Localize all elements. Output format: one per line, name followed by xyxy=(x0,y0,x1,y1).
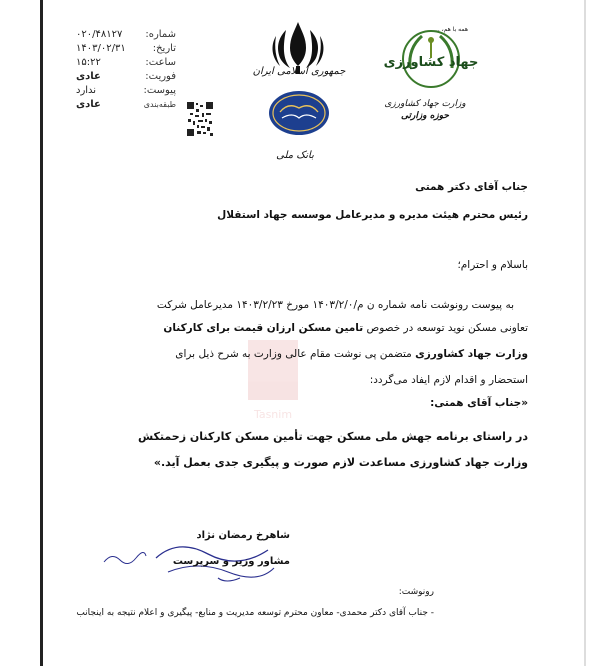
cc-line: - جناب آقای دکتر محمدی- معاون محترم توسعه مدیریت و منابع- پیگیری و اعلام نتیجه به اینجانب xyxy=(76,608,434,618)
blue-seal-icon xyxy=(268,90,330,136)
page-edge-line-right xyxy=(584,0,586,666)
greeting: باسلام و احترام؛ xyxy=(457,259,528,271)
meta-urgency xyxy=(76,70,176,84)
meta-attachment xyxy=(76,84,176,98)
meta-label: پیوست: xyxy=(143,85,176,96)
meta-value: ۱۴۰۳/۰۲/۳۱ xyxy=(76,43,126,54)
page-edge-line xyxy=(40,0,43,666)
meta-value: ندارد xyxy=(76,85,97,96)
emblem-caption: جمهوری اسلامی ایران xyxy=(252,66,346,77)
paragraph-text: تعاونی مسکن نوید توسعه در خصوص xyxy=(363,322,528,334)
signatory-title: مشاور وزیر و سرپرست xyxy=(172,556,290,567)
paragraph-line-2 xyxy=(110,322,528,334)
meta-number xyxy=(76,28,176,42)
paragraph-line-3 xyxy=(110,348,528,360)
ministry-name xyxy=(380,98,470,122)
logo-wordmark: جهاد کشاورزی xyxy=(383,55,479,70)
paragraph-emphasis: تامین مسکن ارزان قیمت برای کارکنان xyxy=(163,322,364,334)
watermark-text: Tasnim xyxy=(253,408,293,421)
meta-label: فوریت: xyxy=(145,71,176,82)
ministry-line-1: وزارت جهاد کشاورزی xyxy=(384,99,466,109)
logo-top-caption: همه با هم، ... xyxy=(434,26,468,33)
qr-code-icon xyxy=(186,101,214,137)
meta-value: عادی xyxy=(76,71,101,82)
ministry-logo-icon xyxy=(383,28,479,90)
meta-value: ۱۵:۲۲ xyxy=(76,57,101,68)
recipient-name: جناب آقای دکتر همتی xyxy=(415,181,528,193)
meta-date xyxy=(76,42,176,56)
paragraph-line-4: استحضار و اقدام لازم ایفاد می‌گردد: xyxy=(369,374,528,386)
paragraph-text: متضمن پی نوشت مقام عالی وزارت به شرح ذیل برای xyxy=(175,348,416,360)
quote-line-3: وزارت جهاد کشاورزی مساعدت لازم صورت و پیگیری جدی بعمل آید.» xyxy=(153,456,528,469)
meta-classification xyxy=(76,98,176,112)
paragraph-emphasis: وزارت جهاد کشاورزی xyxy=(415,348,528,360)
meta-time xyxy=(76,56,176,70)
signatory-name: شاهرخ رمضان نژاد xyxy=(196,530,290,541)
meta-label: شماره: xyxy=(145,29,176,40)
letter-metadata xyxy=(76,28,176,112)
paragraph-line-1: به پیوست رونوشت نامه شماره ن م/۱۴۰۳/۲/۰ مورخ ۱۴۰۳/۲/۲۳ مدیرعامل شرکت xyxy=(156,299,514,311)
quote-line-1: «جناب آقای همتی: xyxy=(430,397,528,409)
meta-label: ساعت: xyxy=(145,57,176,68)
meta-label: تاریخ: xyxy=(152,43,176,54)
seal-caption: بانک ملی xyxy=(276,150,314,161)
quote-line-2: در راستای برنامه جهش ملی مسکن جهت تأمین مسکن کارکنان زحمتکش xyxy=(137,430,528,443)
meta-label: طبقه‌بندی xyxy=(143,100,176,109)
ministry-line-2: حوزه وزارتی xyxy=(401,111,449,121)
meta-value: ۰۲۰/۴۸۱۲۷ xyxy=(76,29,123,40)
meta-value: عادی xyxy=(76,99,101,110)
handwritten-note-icon xyxy=(100,548,150,570)
recipient-title: رئیس محترم هیئت مدیره و مدیرعامل موسسه جهاد استقلال xyxy=(217,209,528,221)
cc-heading: رونوشت: xyxy=(398,587,434,597)
